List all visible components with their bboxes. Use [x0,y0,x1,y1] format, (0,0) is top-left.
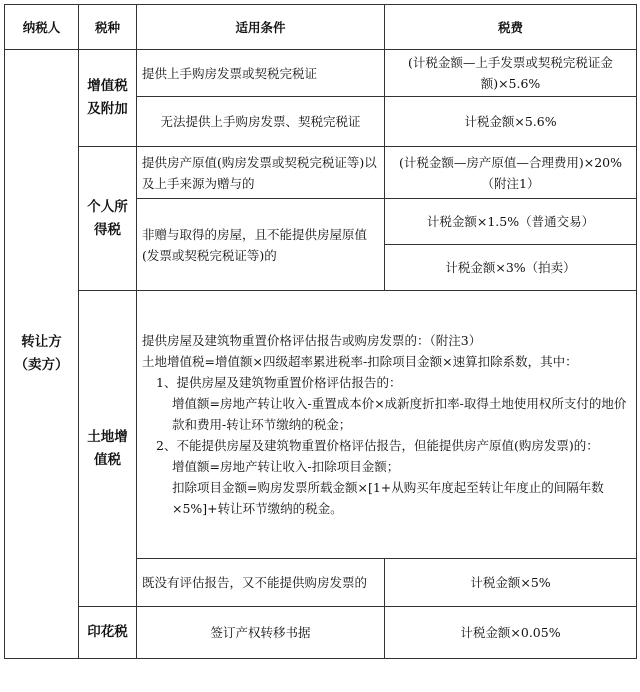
header-condition: 适用条件 [137,5,385,50]
tax-table [4,4,637,659]
lat-row-1 [5,291,637,559]
vat-fee-2: 计税金额×5.6% [385,97,637,147]
stamp-condition: 签订产权转移书据 [137,607,385,659]
header-taxpayer: 纳税人 [5,5,79,50]
pit-condition-2: 非赠与取得的房屋，且不能提供房屋原值(发票或契税完税证等)的 [137,199,385,291]
lat-condition-2: 既没有评估报告，又不能提供购房发票的 [137,559,385,607]
lat-formula-block [137,291,637,559]
stamp-row [5,607,637,659]
stamp-name: 印花税 [79,607,137,659]
lat-name: 土地增值税 [79,291,137,607]
lat-line-2: 土地增值税=增值额×四级超率累进税率-扣除项目金额×速算扣除系数，其中： [142,354,578,369]
header-tax-fee: 税费 [385,5,637,50]
lat-line-5: 2、不能提供房屋及建筑物重置价格评估报告，但能提供房产原值(购房发票)的： [156,438,599,453]
taxpayer-cell: 转让方（卖方） [5,50,79,659]
vat-name: 增值税及附加 [79,50,137,147]
pit-condition-1: 提供房产原值(购房发票或契税完税证等)以及上手来源为赠与的 [137,147,385,199]
header-tax-type: 税种 [79,5,137,50]
lat-fee-2: 计税金额×5% [385,559,637,607]
lat-line-1: 提供房屋及建筑物重置价格评估报告或购房发票的：（附注3） [142,333,482,348]
lat-line-4: 增值额=房地产转让收入-重置成本价×成新度折扣率-取得土地使用权所支付的地价款和费用-转让环节缴纳的税金； [172,396,627,432]
stamp-fee: 计税金额×0.05% [385,607,637,659]
lat-line-6: 增值额=房地产转让收入-扣除项目金额； [172,459,400,474]
vat-row-1 [5,50,637,97]
lat-line-7: 扣除项目金额=购房发票所载金额×[1+从购买年度起至转让年度止的间隔年数×5%]+转让环节缴纳的税金。 [172,480,604,516]
pit-fee-2b: 计税金额×3%（拍卖） [385,245,637,291]
lat-line-3: 1、提供房屋及建筑物重置价格评估报告的： [156,375,402,390]
pit-row-1 [5,147,637,199]
pit-name: 个人所得税 [79,147,137,291]
pit-fee-1: (计税金额—房产原值—合理费用)×20%（附注1） [385,147,637,199]
vat-condition-2: 无法提供上手购房发票、契税完税证 [137,97,385,147]
pit-fee-2a: 计税金额×1.5%（普通交易） [385,199,637,245]
vat-condition-1: 提供上手购房发票或契税完税证 [137,50,385,97]
vat-fee-1: (计税金额—上手发票或契税完税证金额)×5.6% [385,50,637,97]
header-row [5,5,637,50]
